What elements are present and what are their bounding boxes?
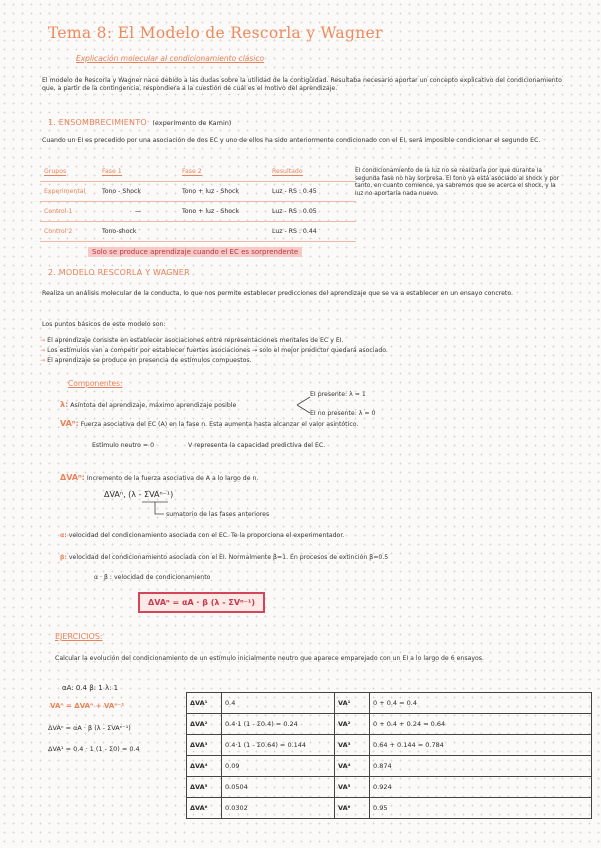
table-row bbox=[187, 798, 592, 819]
exercises-heading: EJERCICIOS: bbox=[55, 632, 103, 641]
table-row bbox=[187, 693, 592, 714]
table-cell: VA⁵ bbox=[335, 777, 370, 798]
table-cell: Control 2 bbox=[40, 222, 98, 242]
table-cell: Tono - Shock bbox=[98, 182, 178, 202]
sorpresa-highlight bbox=[88, 248, 302, 256]
table-cell: VA⁶ bbox=[335, 798, 370, 819]
page-title: Tema 8: El Modelo de Rescorla y Wagner bbox=[48, 24, 383, 42]
v-neutral-note: V representa la capacidad predictiva del EC. bbox=[188, 442, 326, 449]
table-header: Fase 2 bbox=[182, 168, 202, 175]
alpha-row bbox=[60, 532, 540, 540]
section2-heading: 2. MODELO RESCORLA Y WAGNER bbox=[48, 268, 190, 277]
table-cell: Tono-shock bbox=[98, 222, 178, 242]
table-cell: ΔVA² bbox=[187, 714, 222, 735]
list-item: → El aprendizaje se produce en presencia de estímulos compuestos. bbox=[40, 357, 252, 364]
table-cell: ΔVA⁵ bbox=[187, 777, 222, 798]
section1-text: Cuando un EI es precedido por una asociación de dos EC y uno de ellos ha sido anteriormente condicionado con el EI, será imposible condicionar el segundo EC. bbox=[42, 137, 541, 144]
delta-symbol: ΔVAⁿ: bbox=[60, 473, 85, 482]
table-cell: Luz - RS : 0.05 bbox=[268, 202, 356, 222]
table-cell: 0.0302 bbox=[222, 798, 335, 819]
alpha-text: velocidad del condicionamiento asociada con el EC. Te la proporciona el experimentador. bbox=[68, 532, 345, 539]
table-header: Fase 1 bbox=[102, 168, 122, 175]
intro-paragraph: El modelo de Rescorla y Wagner nace debido a las dudas sobre la utilidad de la contigüidad. Resultaba necesario aportar un concepto explicativo del condicionamiento que, a partir de la contingencia, respondiera a la cuestión de cuál es el motivo del aprendizaje. bbox=[42, 77, 562, 92]
v-symbol: VAⁿ: bbox=[60, 419, 79, 428]
exercise-eq3: ΔVA¹ = 0.4 · 1 (1 - Σ0) = 0.4 bbox=[48, 745, 140, 753]
table-cell: 0 + 0.4 + 0.24 = 0.64 bbox=[370, 714, 592, 735]
list-item: → Los estímulos van a competir por establecer fuertes asociaciones → solo el mejor predictor quedará asociado. bbox=[40, 347, 388, 354]
list-item: → El aprendizaje consiste en establecer asociaciones entre representaciones mentales de EC y EI. bbox=[40, 337, 344, 344]
alpha-symbol: α: bbox=[60, 532, 67, 539]
table-cell bbox=[178, 222, 268, 242]
table-row bbox=[187, 714, 592, 735]
section2-text: Realiza un análisis molecular de la conducta, lo que nos permite establecer predicciones del aprendizaje que se va a establecer en un ensayo concreto. bbox=[42, 290, 514, 297]
table-row bbox=[187, 756, 592, 777]
arrow-icon: → bbox=[40, 337, 48, 344]
table-cell: Tono + luz - Shock bbox=[178, 182, 268, 202]
main-formula-box: ΔVAⁿ = αA · β (λ - ΣVⁿ⁻¹) bbox=[138, 592, 265, 613]
ensombrecimiento-table bbox=[40, 162, 356, 242]
lambda-absent: EI no presente: λ = 0 bbox=[310, 410, 376, 417]
table-cell: VA⁴ bbox=[335, 756, 370, 777]
table-cell: VA¹ bbox=[335, 693, 370, 714]
lambda-row bbox=[60, 401, 310, 410]
delta-row bbox=[60, 474, 460, 483]
basics-list bbox=[40, 337, 570, 365]
table-cell: 0.4·1 (1 - Σ0.64) = 0.144 bbox=[222, 735, 335, 756]
lambda-text: Asíntota del aprendizaje, máximo aprendizaje posible bbox=[70, 402, 237, 409]
arrow-icon: → bbox=[40, 347, 48, 354]
ab-row: α · β : velocidad de condicionamiento bbox=[94, 574, 211, 581]
table-header: Resultado bbox=[272, 168, 303, 175]
table-row bbox=[40, 222, 356, 242]
table-cell: Experimental bbox=[40, 182, 98, 202]
table-header: Grupos bbox=[44, 168, 67, 175]
table-row bbox=[187, 735, 592, 756]
table-cell: 0.64 + 0.144 = 0.784 bbox=[370, 735, 592, 756]
table-cell: 0.09 bbox=[222, 756, 335, 777]
table-cell: ΔVA¹ bbox=[187, 693, 222, 714]
table-cell: VA² bbox=[335, 714, 370, 735]
v-row bbox=[60, 420, 520, 429]
v-neutral: Estímulo neutro = 0 bbox=[92, 442, 155, 449]
table-cell: 0.0504 bbox=[222, 777, 335, 798]
page-subtitle: Explicación molecular al condicionamiento clásico bbox=[76, 54, 265, 63]
exercises-prompt: Calcular la evolución del condicionamiento de un estímulo inicialmente neutro que aparece emparejado con un EI a lo largo de 6 ensayos. bbox=[55, 655, 484, 662]
table-cell: Control 1 bbox=[40, 202, 98, 222]
delta-note: sumatorio de las fases anteriores bbox=[166, 511, 270, 518]
section1-heading-note: (experimento de Kamin) bbox=[152, 119, 232, 127]
table-cell: 0.924 bbox=[370, 777, 592, 798]
highlight-text: Solo se produce aprendizaje cuando el EC es sorprendente bbox=[88, 247, 302, 257]
table-cell: Luz - RS : 0.44 bbox=[268, 222, 356, 242]
table-cell: ΔVA⁴ bbox=[187, 756, 222, 777]
table-cell: VA³ bbox=[335, 735, 370, 756]
beta-text: velocidad del condicionamiento asociada con el EI. Normalmente β=1. En procesos de extinción β=0.5 bbox=[68, 554, 389, 561]
section1-heading: 1. ENSOMBRECIMIENTO bbox=[48, 118, 147, 127]
components-title: Componentes: bbox=[68, 379, 123, 388]
exercise-eq2: ΔVAⁿ = αA · β (λ - ΣVAⁿ⁻¹) bbox=[48, 724, 131, 732]
v-text: Fuerza asociativa del EC (A) en la fase n. Esta aumenta hasta alcanzar el valor asintótico. bbox=[80, 421, 359, 428]
table-cell: Luz - RS : 0.45 bbox=[268, 182, 356, 202]
table-cell: 0.95 bbox=[370, 798, 592, 819]
branch-arrows-icon bbox=[296, 395, 312, 415]
section1-heading-row bbox=[48, 118, 231, 127]
table-cell: 0.4 bbox=[222, 693, 335, 714]
lambda-symbol: λ: bbox=[60, 400, 69, 409]
exercise-eq1: VAⁿ = ΔVAⁿ + VAⁿ⁻¹ bbox=[50, 702, 125, 710]
lambda-present: EI presente: λ = 1 bbox=[310, 391, 366, 398]
table-row bbox=[187, 777, 592, 798]
arrow-icon: → bbox=[40, 357, 48, 364]
table-cell: 0.4·1 (1 - Σ0.4) = 0.24 bbox=[222, 714, 335, 735]
table-header-row bbox=[40, 162, 356, 182]
table-cell: ΔVA³ bbox=[187, 735, 222, 756]
table-cell: ΔVA⁶ bbox=[187, 798, 222, 819]
table-cell: Tono + luz - Shock bbox=[178, 202, 268, 222]
table-cell: 0 + 0.4 = 0.4 bbox=[370, 693, 592, 714]
beta-row bbox=[60, 554, 560, 562]
table-row bbox=[40, 202, 356, 222]
basics-title: Los puntos básicos de este modelo son: bbox=[42, 321, 166, 328]
delta-text: Incremento de la fuerza asociativa de A a lo largo de n. bbox=[86, 475, 259, 482]
table-row bbox=[40, 182, 356, 202]
table-cell: — bbox=[98, 202, 178, 222]
section1-side-note: El condicionamiento de la luz no se realizaría por que durante la segunda fase no hay sorpresa. El tono ya está asociado al shock y por tanto, en cuanto comience, ya sabremos que se acerca el shock, y la luz no aportaría nada nuevo. bbox=[355, 168, 560, 197]
exercise-params: αA: 0.4 β: 1 λ: 1 bbox=[62, 684, 119, 692]
beta-symbol: β: bbox=[60, 554, 67, 561]
table-cell: 0.874 bbox=[370, 756, 592, 777]
delta-formula: ΔVAⁿ, (λ - ΣVAⁿ⁻¹) bbox=[104, 490, 174, 499]
results-table bbox=[186, 692, 592, 819]
